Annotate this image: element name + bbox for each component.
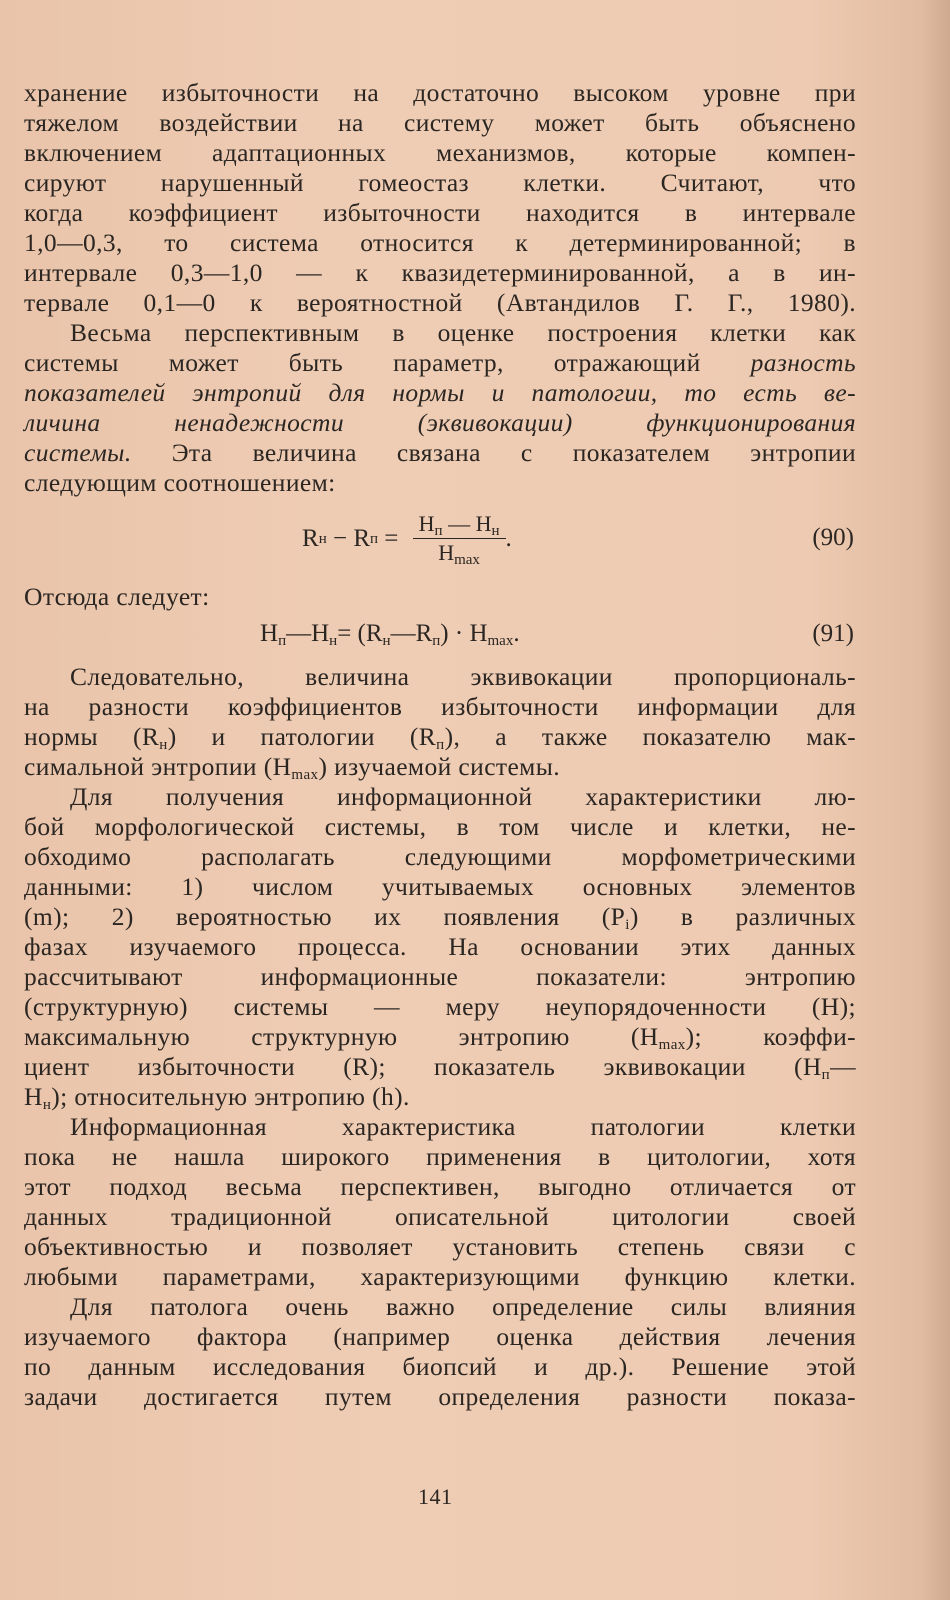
- text-line: данными: 1) числом учитываемых основных элементов: [24, 872, 856, 901]
- text-line: Отсюда следует:: [24, 582, 210, 611]
- text-line: включением адаптационных механизмов, которые компен-: [24, 138, 856, 167]
- text-line: [24, 408, 856, 438]
- text-line: по данным исследования биопсий и др.). Решение этой: [24, 1352, 856, 1381]
- text-line: [24, 902, 856, 932]
- text-line: тяжелом воздействии на систему может быть объяснено: [24, 108, 856, 137]
- text-line: [24, 348, 856, 378]
- paragraph-1: [24, 78, 856, 318]
- subscript: i: [625, 917, 630, 933]
- eq-symbol: H: [438, 540, 455, 565]
- equation-91: [24, 612, 856, 662]
- text-line: Весьма перспективным в оценке построения клетки как: [70, 318, 856, 347]
- eq-operator: =: [378, 524, 405, 552]
- subscript: п: [821, 1067, 831, 1083]
- text-line: бой морфологической системы, в том числе и клетки, не-: [24, 812, 856, 841]
- text-line: Следовательно, величина эквивокации пропорциональ-: [70, 662, 856, 691]
- text-line: [24, 722, 856, 752]
- paragraph-6: [24, 1292, 856, 1412]
- eq-subscript: н: [491, 523, 500, 539]
- text-line: любыми параметрами, характеризующими функцию клетки.: [24, 1262, 856, 1291]
- paragraph-4: [24, 782, 856, 1112]
- text-line: Информационная характеристика патологии клетки: [70, 1112, 856, 1141]
- equation-expression: R н − R п = $\frac{H_п — H_н}{H_{max}}$ .: [302, 511, 512, 568]
- text-span: максимальную структурную энтропию (H: [24, 1022, 659, 1051]
- text-span: ) и патологии (R: [167, 722, 437, 751]
- eq-operator: —: [442, 511, 476, 536]
- text-line: этот подход весьма перспективен, выгодно отличается от: [24, 1172, 856, 1201]
- text-line: [24, 1082, 856, 1112]
- eq-symbol: R: [353, 524, 371, 552]
- subscript: max: [291, 767, 319, 783]
- text-line: следующим соотношением:: [24, 468, 336, 497]
- page-number: 141: [418, 1484, 453, 1509]
- paragraph-2: [24, 318, 856, 498]
- text-line: [24, 1052, 856, 1082]
- text-line: тервале 0,1—0 к вероятностной (Автандилов Г. Г., 1980).: [24, 288, 856, 317]
- eq-subscript: max: [487, 633, 514, 649]
- text-line: объективностью и позволяет установить степень связи с: [24, 1232, 856, 1261]
- text-line: [24, 438, 856, 468]
- text-span: ), а также показателю мак-: [444, 722, 856, 751]
- text-span: ); относительную энтропию (h).: [51, 1082, 410, 1111]
- paragraph-5: [24, 1112, 856, 1292]
- eq-fraction: [413, 510, 506, 567]
- equation-expression: [260, 620, 520, 648]
- text-span: ) изучаемой системы.: [318, 752, 561, 781]
- text-line: [24, 1022, 856, 1052]
- text-line: [24, 378, 856, 408]
- text-span: H: [24, 1082, 43, 1111]
- italic-span: личина ненадежности (эквивокации) функционирования: [24, 408, 856, 437]
- eq-subscript: max: [454, 552, 480, 568]
- text-line: (структурную) системы — меру неупорядоченности (H);: [24, 992, 856, 1021]
- fraction-numerator: [413, 510, 506, 539]
- eq-operator: —: [286, 620, 312, 647]
- text-line: [24, 752, 856, 782]
- eq-operator: ) · H: [440, 620, 488, 647]
- equation-number: (91): [812, 620, 854, 647]
- text-span: —: [830, 1052, 856, 1081]
- eq-operator: = (R: [337, 620, 383, 647]
- subscript: н: [159, 737, 168, 753]
- text-line: фазах изучаемого процесса. На основании этих данных: [24, 932, 856, 961]
- subscript: п: [436, 737, 445, 753]
- eq-symbol: H: [260, 620, 279, 647]
- equation-number: (90): [812, 524, 854, 551]
- text-line: сируют нарушенный гомеостаз клетки. Считают, что: [24, 168, 856, 197]
- text-line: изучаемого фактора (например оценка действия лечения: [24, 1322, 856, 1351]
- text-span: симальной энтропии (H: [24, 752, 292, 781]
- equation-90: [24, 498, 856, 582]
- text-line: хранение избыточности на достаточно высоком уровне при: [24, 78, 856, 107]
- text-line: 1,0—0,3, то система относится к детерминированной; в: [24, 228, 856, 257]
- eq-subscript: н: [329, 633, 338, 649]
- text-line: когда коэффициент избыточности находится в интервале: [24, 198, 856, 227]
- eq-symbol: H: [475, 511, 492, 536]
- italic-span: показателей энтропий для нормы и патологии, то есть ве-: [24, 378, 856, 407]
- fraction-denominator: [438, 539, 480, 567]
- text-line: данных традиционной описательной цитологии своей: [24, 1202, 856, 1231]
- text-line: на разности коэффициентов избыточности информации для: [24, 692, 856, 721]
- eq-symbol: R: [302, 524, 319, 552]
- text-line: Для получения информационной характеристики лю-: [70, 782, 856, 811]
- eq-period: .: [505, 524, 512, 552]
- eq-period: .: [513, 620, 520, 647]
- text-line: пока не нашла широкого применения в цитологии, хотя: [24, 1142, 856, 1171]
- italic-span: системы.: [24, 438, 132, 467]
- paragraph-3: [24, 662, 856, 782]
- eq-operator: −: [326, 524, 354, 552]
- text-span: нормы (R: [24, 722, 160, 751]
- text-line: интервале 0,3—1,0 — к квазидетерминированной, а в ин-: [24, 258, 856, 287]
- text-span: ) в различных: [629, 902, 856, 931]
- eq-subscript: п: [278, 633, 287, 649]
- text-span: системы может быть параметр, отражающий: [24, 348, 751, 377]
- text-line: задачи достигается путем определения разности показа-: [24, 1382, 856, 1411]
- eq-symbol: H: [311, 620, 330, 647]
- italic-span: разность: [750, 348, 856, 377]
- eq-subscript: п: [434, 523, 443, 539]
- text-span: (m); 2) вероятностью их появления (P: [24, 902, 626, 931]
- text-span: ); коэффи-: [685, 1022, 857, 1051]
- subscript: max: [658, 1037, 686, 1053]
- eq-symbol: H: [418, 511, 435, 536]
- eq-subscript: п: [432, 633, 441, 649]
- eq-operator: —R: [390, 620, 433, 647]
- eq-subscript: н: [382, 633, 391, 649]
- text-line: рассчитывают информационные показатели: энтропию: [24, 962, 856, 991]
- text-column: [24, 78, 856, 1412]
- text-line: Для патолога очень важно определение силы влияния: [70, 1292, 856, 1321]
- subscript: н: [42, 1097, 52, 1113]
- text-span: циент избыточности (R); показатель эквивокации (H: [24, 1052, 822, 1081]
- text-span: Эта величина связана с показателем энтропии: [131, 438, 856, 467]
- text-line: обходимо располагать следующими морфометрическими: [24, 842, 856, 871]
